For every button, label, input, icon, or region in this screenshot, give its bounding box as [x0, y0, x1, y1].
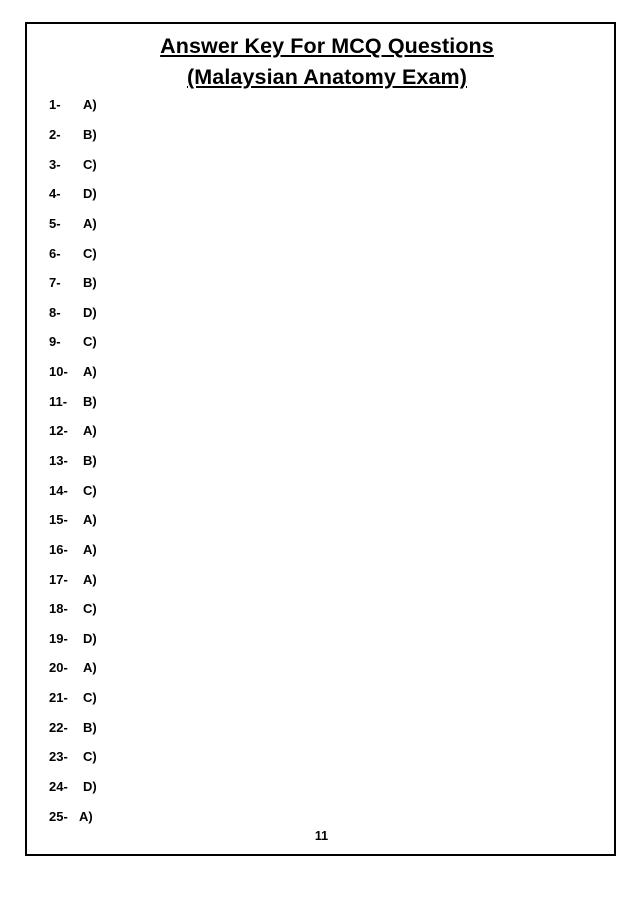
- answer-row: [49, 416, 97, 446]
- document-title: Answer Key For MCQ Questions: [160, 34, 494, 58]
- answer-letter: C): [83, 690, 97, 706]
- answer-letter: D): [83, 630, 97, 646]
- question-number: 1-: [49, 97, 61, 113]
- document-subtitle: (Malaysian Anatomy Exam): [187, 65, 467, 89]
- answer-letter: A): [83, 660, 97, 676]
- question-number: 16-: [49, 541, 68, 557]
- answer-letter: D): [83, 304, 97, 320]
- answer-letter: A): [83, 423, 97, 439]
- answer-row: [49, 386, 97, 416]
- answer-letter: A): [79, 808, 93, 824]
- answer-row: [49, 149, 97, 179]
- answer-letter: B): [83, 393, 97, 409]
- question-number: 11-: [49, 393, 68, 409]
- answer-letter: C): [83, 334, 97, 350]
- question-number: 5-: [49, 215, 61, 231]
- answer-letter: C): [83, 482, 97, 498]
- page-number: 11: [314, 829, 329, 843]
- answer-letter: A): [83, 215, 97, 231]
- answer-row: [49, 505, 97, 535]
- answer-row: [49, 801, 97, 831]
- answer-letter: D): [83, 779, 97, 795]
- answer-letter: B): [83, 275, 97, 291]
- answer-row: [49, 624, 97, 654]
- answer-letter: C): [83, 601, 97, 617]
- question-number: 18-: [49, 601, 68, 617]
- question-number: 13-: [49, 453, 68, 468]
- question-number: 10-: [49, 364, 68, 380]
- answer-row: [49, 90, 97, 120]
- answer-row: [49, 268, 97, 298]
- answer-row: [49, 357, 97, 387]
- answer-letter: C): [83, 749, 97, 765]
- answer-row: [49, 475, 97, 505]
- answer-row: [49, 446, 97, 476]
- answer-row: [49, 209, 97, 239]
- answer-list: [49, 90, 97, 831]
- answer-row: [49, 742, 97, 772]
- answer-row: [49, 683, 97, 713]
- answer-row: [49, 535, 97, 565]
- question-number: 8-: [49, 304, 61, 320]
- answer-row: [49, 238, 97, 268]
- question-number: 21-: [49, 690, 68, 706]
- answer-letter: A): [83, 364, 97, 380]
- question-number: 20-: [49, 660, 68, 676]
- answer-row: [49, 179, 97, 209]
- question-number: 6-: [49, 245, 61, 261]
- answer-row: [49, 327, 97, 357]
- question-number: 24-: [49, 779, 68, 795]
- question-number: 22-: [49, 719, 68, 735]
- answer-row: [49, 564, 97, 594]
- answer-row: [49, 297, 97, 327]
- question-number: 2-: [49, 126, 61, 142]
- question-number: 25-: [49, 808, 68, 824]
- answer-row: [49, 712, 97, 742]
- answer-letter: B): [83, 453, 97, 468]
- answer-letter: A): [83, 541, 97, 557]
- answer-row: [49, 653, 97, 683]
- answer-letter: A): [83, 512, 97, 528]
- question-number: 4-: [49, 186, 61, 202]
- answer-letter: A): [83, 571, 97, 587]
- question-number: 15-: [49, 512, 68, 528]
- answer-row: [49, 594, 97, 624]
- answer-letter: D): [83, 186, 97, 202]
- answer-letter: A): [83, 97, 97, 113]
- question-number: 9-: [49, 334, 61, 350]
- question-number: 14-: [49, 482, 68, 498]
- question-number: 19-: [49, 630, 68, 646]
- question-number: 12-: [49, 423, 68, 439]
- page-border: [25, 22, 616, 856]
- answer-letter: C): [83, 245, 97, 261]
- answer-letter: C): [83, 156, 97, 172]
- answer-row: [49, 120, 97, 150]
- answer-row: [49, 772, 97, 802]
- question-number: 3-: [49, 156, 61, 172]
- answer-letter: B): [83, 719, 97, 735]
- answer-letter: B): [83, 126, 97, 142]
- question-number: 7-: [49, 275, 61, 291]
- question-number: 23-: [49, 749, 68, 765]
- question-number: 17-: [49, 571, 68, 587]
